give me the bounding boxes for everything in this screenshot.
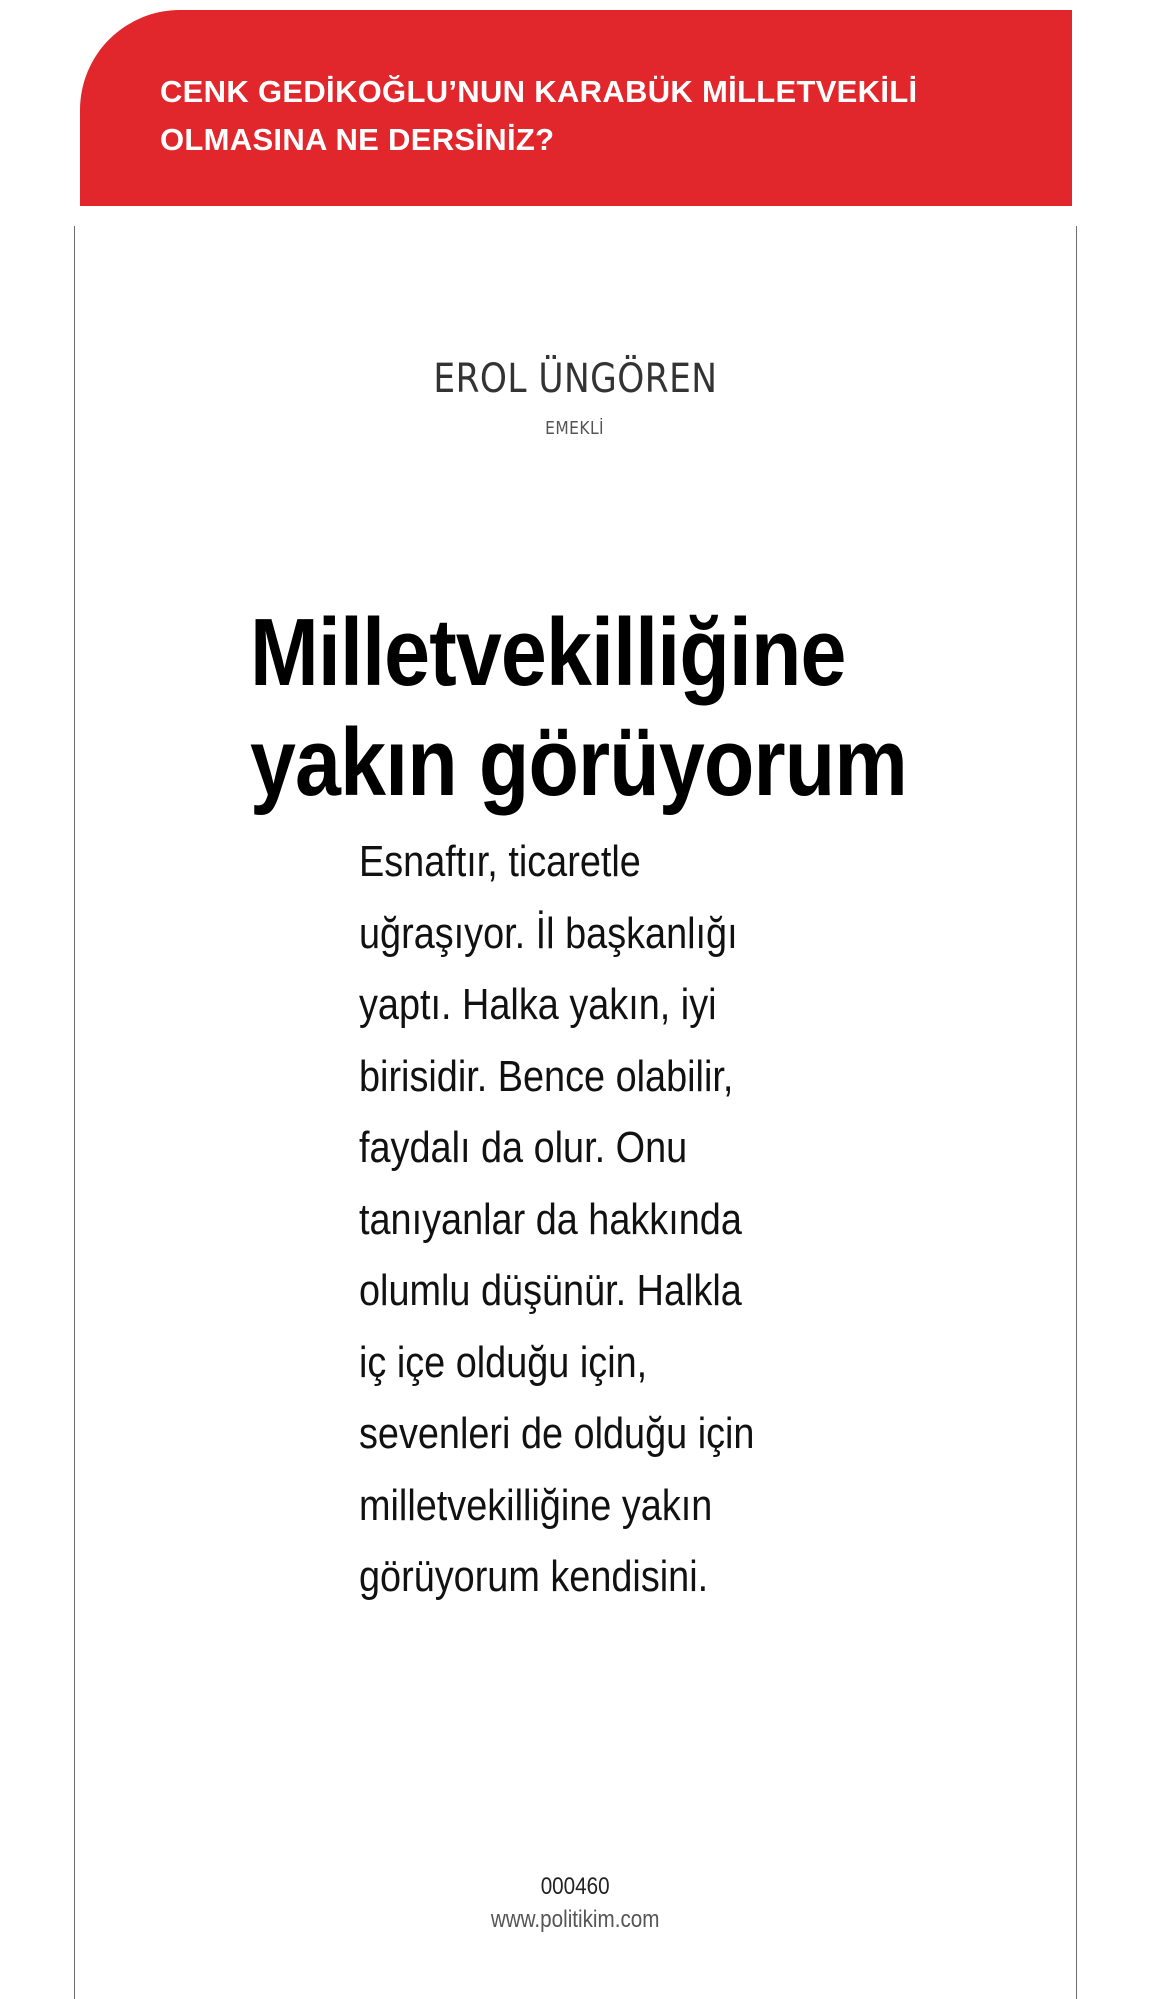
header-banner (80, 10, 1072, 206)
survey-question: CENK GEDİKOĞLU’NUN KARABÜK MİLLETVEKİLİ OLMASINA NE DERSİNİZ? (160, 74, 918, 157)
footer-website[interactable]: www.politikim.com (490, 1906, 660, 1933)
author-role: EMEKLİ (545, 418, 604, 439)
author-name: EROL ÜNGÖREN (433, 356, 718, 402)
card-border-left (74, 226, 75, 1999)
card-border-right (1076, 226, 1077, 1999)
footer-code: 000460 (540, 1873, 610, 1900)
article-headline: Milletvekilliğine yakın görüyorum (250, 599, 907, 816)
article-body: Esnaftır, ticaretle uğraşıyor. İl başkanlığı yaptı. Halka yakın, iyi birisidir. Bence olabilir, faydalı da olur. Onu tanıyanlar da hakkında olumlu düşünür. Halkla iç içe olduğu için, sevenleri de olduğu için milletvekilliğine yakın görüyorum kendisini. (359, 837, 755, 1601)
